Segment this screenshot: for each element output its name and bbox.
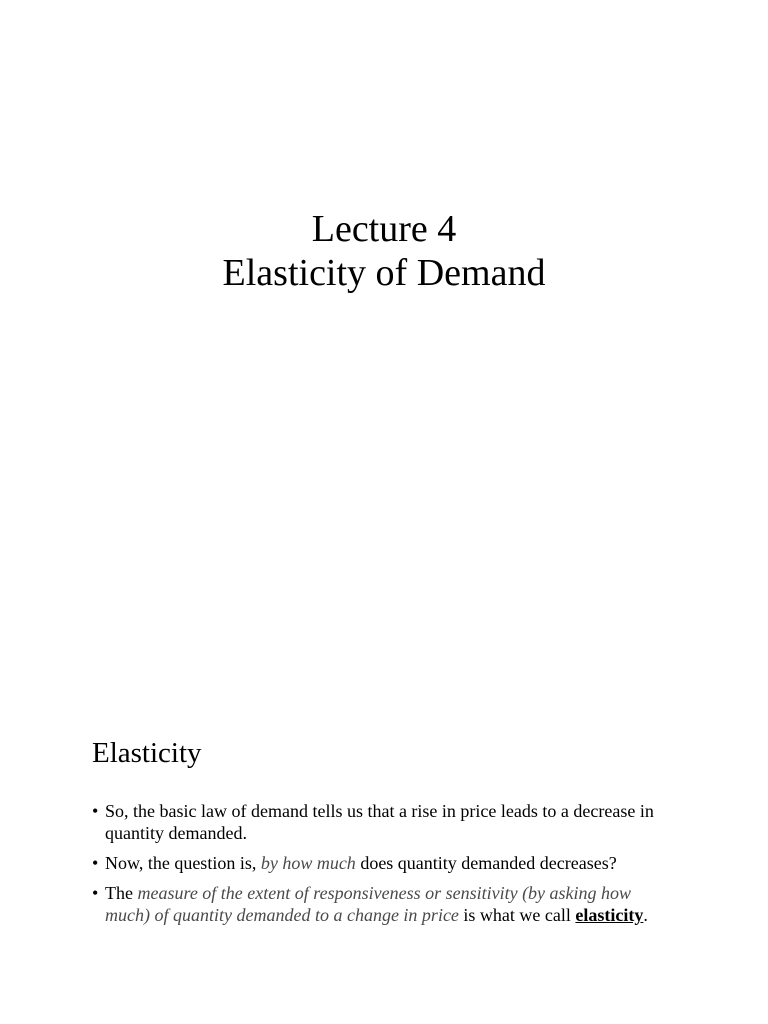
bullet-item-question bbox=[92, 852, 672, 874]
bullet-list bbox=[92, 800, 672, 934]
bullet-text: So, the basic law of demand tells us that a rise in price leads to a decrease in quantity demanded. bbox=[105, 801, 654, 843]
bullet-text-after: does quantity demanded decreases? bbox=[355, 853, 617, 873]
lecture-number: Lecture 4 bbox=[311, 208, 457, 250]
bullet-text-before: The bbox=[105, 883, 138, 903]
bullet-text-before: Now, the question is, bbox=[105, 853, 261, 873]
bullet-item-definition bbox=[92, 882, 672, 926]
bullet-text-after: . bbox=[643, 905, 648, 925]
bullet-emphasis: measure of the extent of responsiveness or sensitivity (by asking how much) of quantity demanded to a change in price bbox=[105, 883, 632, 925]
section-heading: Elasticity bbox=[92, 737, 202, 769]
bullet-emphasis: by how much bbox=[260, 853, 356, 873]
elasticity-term: elasticity bbox=[575, 905, 644, 925]
bullet-item-law-of-demand bbox=[92, 800, 672, 844]
bullet-text-middle: is what we call bbox=[458, 905, 576, 925]
lecture-title bbox=[0, 207, 768, 295]
lecture-topic: Elasticity of Demand bbox=[222, 252, 546, 294]
